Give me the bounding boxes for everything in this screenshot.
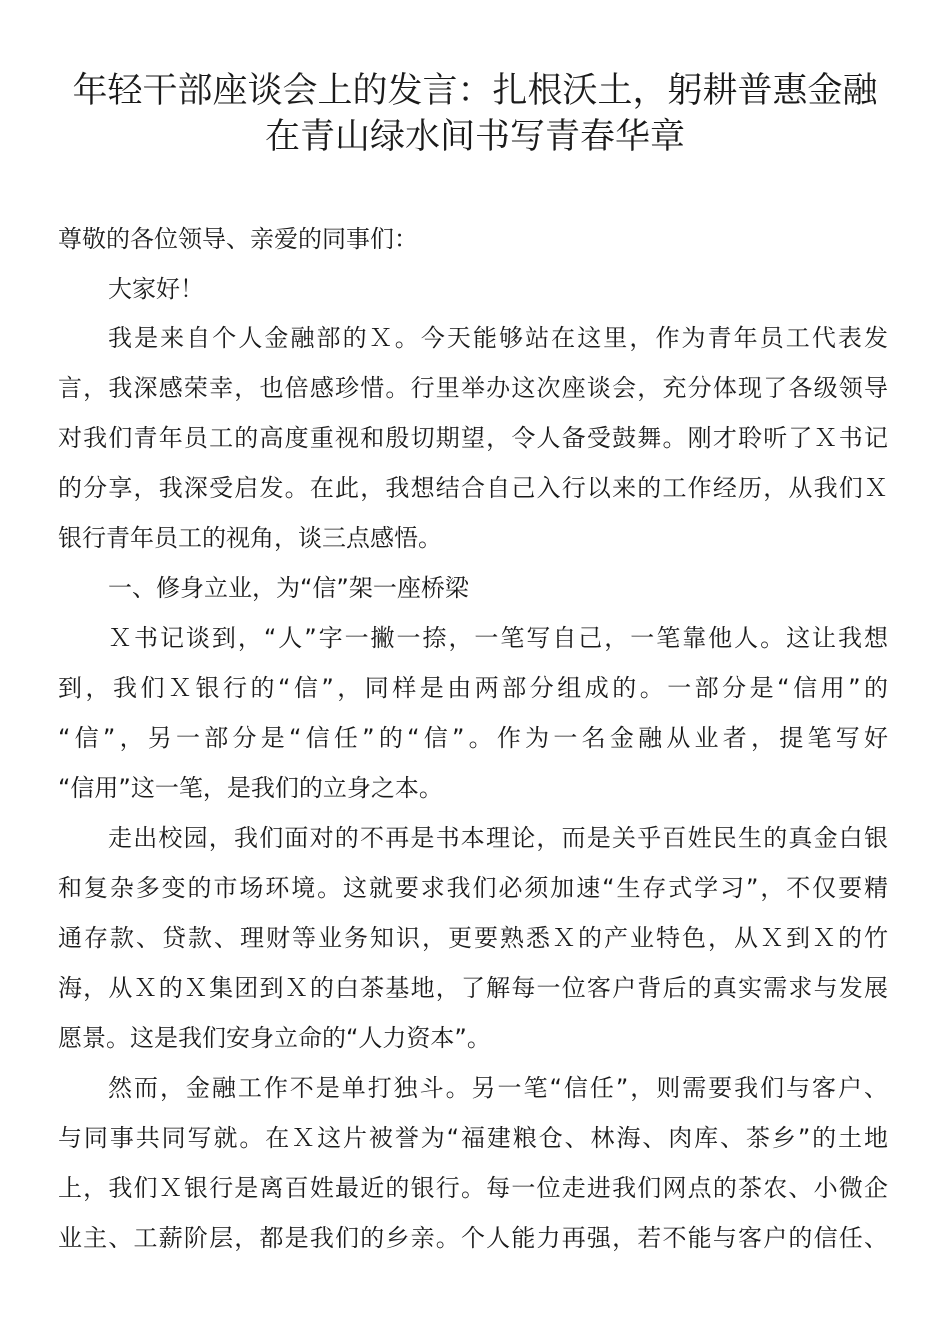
- paragraph-line: 与同事共同写就。在Ｘ这片被誉为“福建粮仓、林海、肉库、茶乡”的土地: [58, 1124, 888, 1152]
- paragraph-line: 我是来自个人金融部的Ｘ。今天能够站在这里，作为青年员工代表发: [108, 324, 888, 352]
- paragraph-line: 上，我们Ｘ银行是离百姓最近的银行。每一位走进我们网点的茶农、小微企: [58, 1174, 888, 1202]
- paragraph-line: 对我们青年员工的高度重视和殷切期望，令人备受鼓舞。刚才聆听了Ｘ书记: [58, 424, 888, 452]
- paragraph-line: 言，我深感荣幸，也倍感珍惜。行里举办这次座谈会，充分体现了各级领导: [58, 374, 888, 402]
- paragraph-line: 通存款、贷款、理财等业务知识，更要熟悉Ｘ的产业特色，从Ｘ到Ｘ的竹: [58, 924, 888, 952]
- paragraph-line: “信”，另一部分是“信任”的“信”。作为一名金融从业者，提笔写好: [58, 724, 888, 752]
- paragraph-line: 然而，金融工作不是单打独斗。另一笔“信任”，则需要我们与客户、: [108, 1074, 888, 1102]
- document-title-line-1: 年轻干部座谈会上的发言：扎根沃土，躬耕普惠金融: [72, 71, 878, 111]
- paragraph-line: 到，我们Ｘ银行的“信”，同样是由两部分组成的。一部分是“信用”的: [58, 674, 888, 702]
- paragraph-line: Ｘ书记谈到，“人”字一撇一捺，一笔写自己，一笔靠他人。这让我想: [108, 624, 888, 652]
- paragraph-line: 海，从Ｘ的Ｘ集团到Ｘ的白茶基地，了解每一位客户背后的真实需求与发展: [58, 974, 888, 1002]
- salutation: 尊敬的各位领导、亲爱的同事们：: [58, 225, 418, 253]
- paragraph-line: 银行青年员工的视角，谈三点感悟。: [58, 524, 442, 552]
- paragraph-line: 愿景。这是我们安身立命的“人力资本”。: [58, 1024, 491, 1052]
- paragraph-line: “信用”这一笔，是我们的立身之本。: [58, 774, 443, 802]
- paragraph-line: 走出校园，我们面对的不再是书本理论，而是关乎百姓民生的真金白银: [108, 824, 888, 852]
- section-heading: 一、修身立业，为“信”架一座桥梁: [108, 574, 469, 602]
- document-title-line-2: 在青山绿水间书写青春华章: [264, 117, 685, 157]
- paragraph-line: 的分享，我深受启发。在此，我想结合自己入行以来的工作经历，从我们Ｘ: [58, 474, 888, 502]
- greeting: 大家好！: [108, 275, 204, 303]
- paragraph-line: 和复杂多变的市场环境。这就要求我们必须加速“生存式学习”，不仅要精: [58, 874, 888, 902]
- paragraph-line: 业主、工薪阶层，都是我们的乡亲。个人能力再强，若不能与客户的信任、: [58, 1224, 888, 1252]
